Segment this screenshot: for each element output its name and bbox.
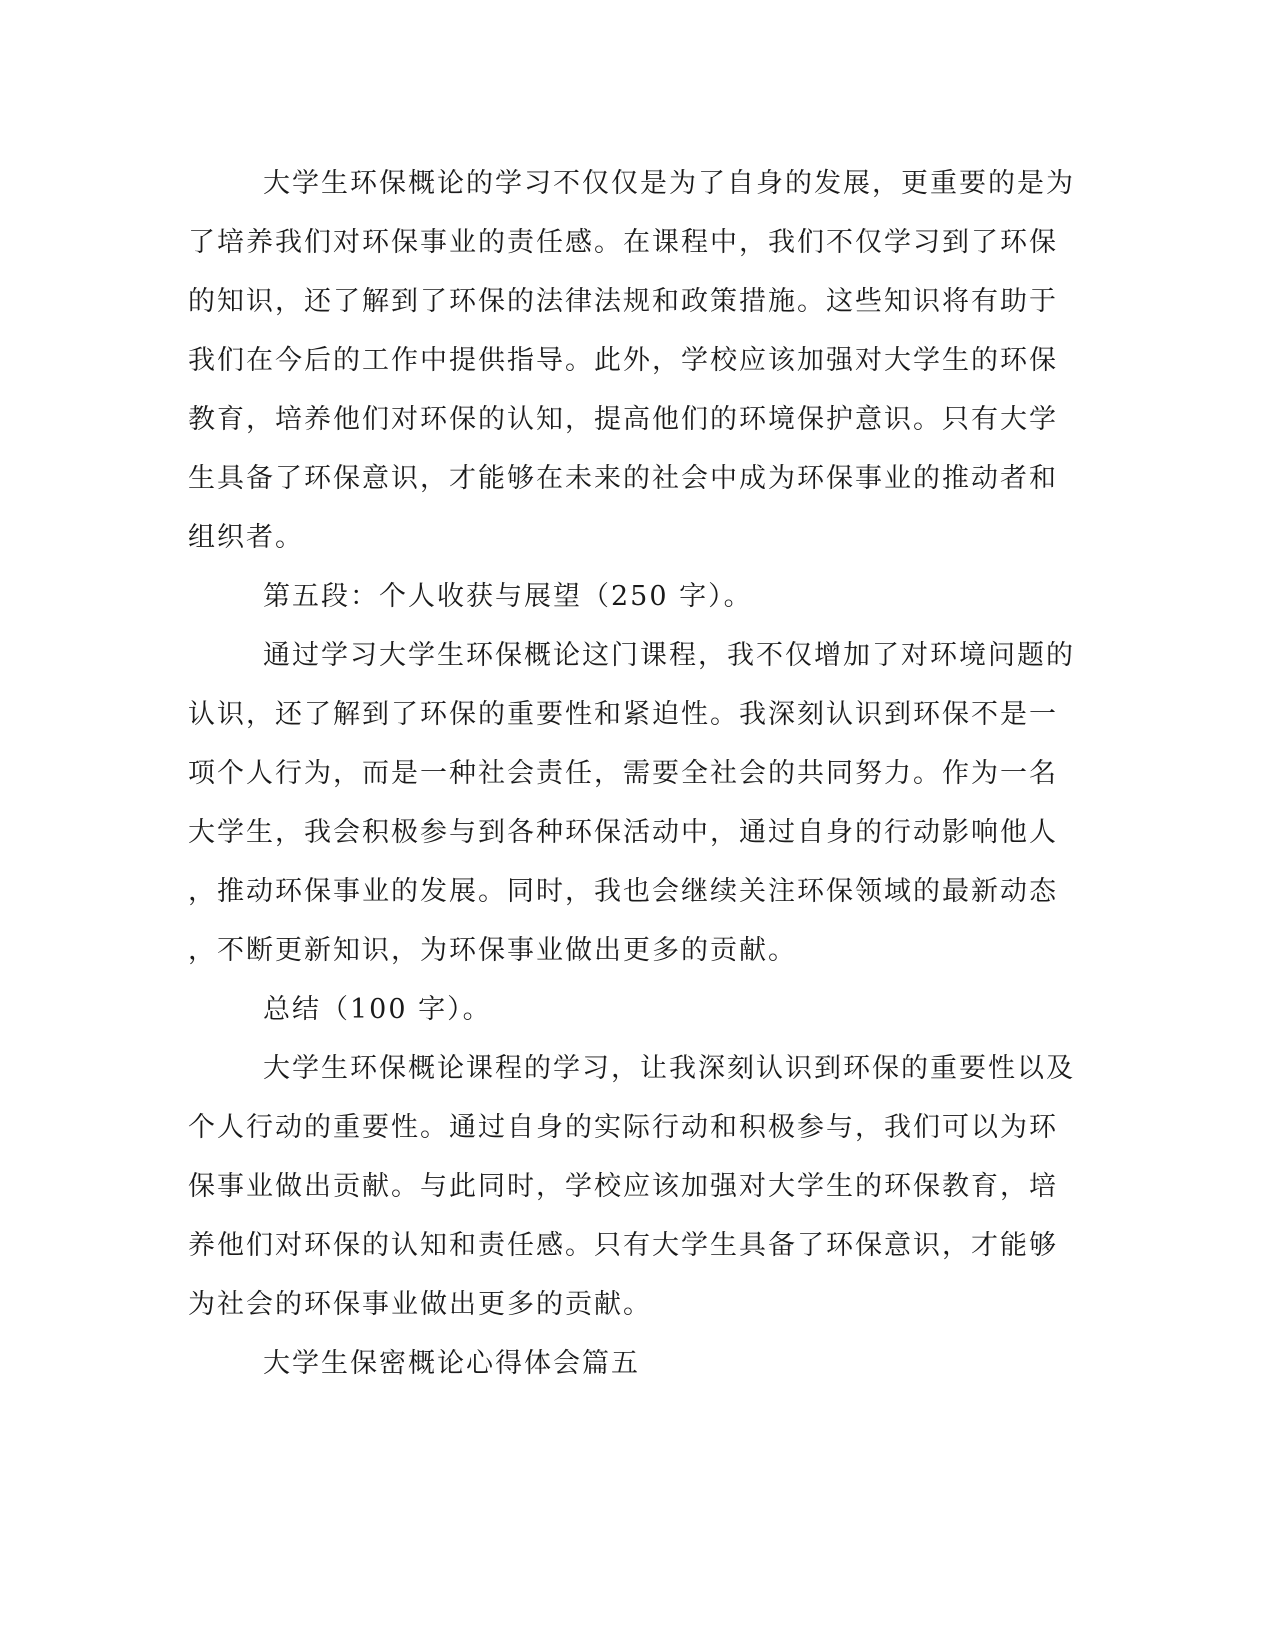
paragraph-1-line-2: 了培养我们对环保事业的责任感。在课程中，我们不仅学习到了环保 [188, 227, 1058, 258]
article-title-part-five: 大学生保密概论心得体会篇五 [263, 1348, 640, 1379]
paragraph-2-line-6: ，不断更新知识，为环保事业做出更多的贡献。 [188, 935, 797, 966]
paragraph-3-line-1: 大学生环保概论课程的学习，让我深刻认识到环保的重要性以及 [263, 1053, 1075, 1084]
paragraph-3-line-5: 为社会的环保事业做出更多的贡献。 [188, 1289, 652, 1320]
paragraph-2-line-4: 大学生，我会积极参与到各种环保活动中，通过自身的行动影响他人 [188, 817, 1058, 848]
paragraph-3-line-4: 养他们对环保的认知和责任感。只有大学生具备了环保意识，才能够 [188, 1230, 1058, 1261]
section-heading-summary: 总结（100 字）。 [263, 994, 492, 1025]
paragraph-1-line-1: 大学生环保概论的学习不仅仅是为了自身的发展，更重要的是为 [263, 168, 1075, 199]
paragraph-1-line-7: 组织者。 [188, 522, 304, 553]
paragraph-2-line-1: 通过学习大学生环保概论这门课程，我不仅增加了对环境问题的 [263, 640, 1075, 671]
paragraph-1-line-5: 教育，培养他们对环保的认知，提高他们的环境保护意识。只有大学 [188, 404, 1058, 435]
paragraph-1-line-4: 我们在今后的工作中提供指导。此外，学校应该加强对大学生的环保 [188, 345, 1058, 376]
paragraph-2-line-3: 项个人行为，而是一种社会责任，需要全社会的共同努力。作为一名 [188, 758, 1058, 789]
paragraph-1-line-6: 生具备了环保意识，才能够在未来的社会中成为环保事业的推动者和 [188, 463, 1058, 494]
paragraph-2-line-2: 认识，还了解到了环保的重要性和紧迫性。我深刻认识到环保不是一 [188, 699, 1058, 730]
paragraph-2-line-5: ，推动环保事业的发展。同时，我也会继续关注环保领域的最新动态 [188, 876, 1058, 907]
paragraph-3-line-2: 个人行动的重要性。通过自身的实际行动和积极参与，我们可以为环 [188, 1112, 1058, 1143]
section-heading-part-five: 第五段：个人收获与展望（250 字）。 [263, 581, 753, 612]
paragraph-1-line-3: 的知识，还了解到了环保的法律法规和政策措施。这些知识将有助于 [188, 286, 1058, 317]
paragraph-3-line-3: 保事业做出贡献。与此同时，学校应该加强对大学生的环保教育，培 [188, 1171, 1058, 1202]
